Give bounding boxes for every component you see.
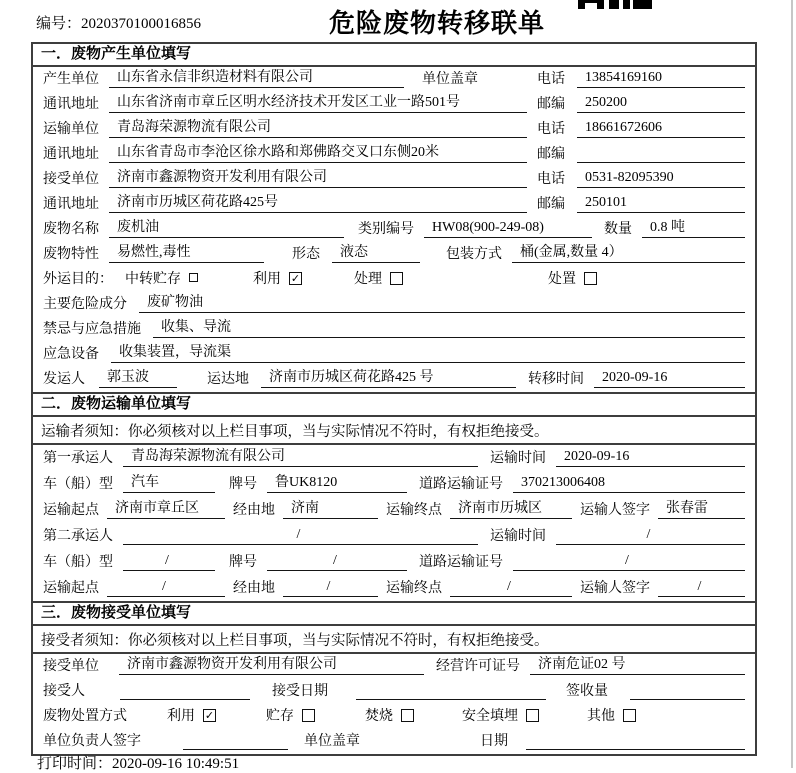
consignor-label: 发运人 — [43, 372, 85, 387]
row-purpose — [33, 267, 755, 292]
transfer-storage-label: 中转贮存 — [125, 272, 181, 287]
row-emergency-equipment — [33, 342, 755, 367]
producer-value: 山东省永信非织造材料有限公司 — [109, 66, 404, 88]
disposal-option-reuse — [167, 705, 216, 725]
transporter-label: 运输单位 — [43, 122, 99, 137]
accept-unit-value: 济南市鑫源物资开发利用有限公司 — [119, 653, 424, 675]
disposal-incineration-label: 焚烧 — [365, 709, 393, 724]
disposal-storage-checkbox-icon — [302, 709, 315, 722]
disposal-option-landfill — [462, 705, 539, 725]
equipment-value: 收集装置，导流渠 — [111, 341, 745, 363]
destination-value: 济南市历城区荷花路425 号 — [261, 366, 516, 388]
vehicle2-label: 车（船）型 — [43, 555, 113, 570]
sign1-value: 张春雷 — [658, 497, 745, 519]
date-value — [526, 748, 745, 750]
row-route1 — [33, 497, 755, 523]
disposal-landfill-label: 安全填埋 — [462, 709, 518, 724]
received-qty-label: 签收量 — [566, 684, 608, 699]
origin2-label: 运输起点 — [43, 581, 99, 596]
form-label: 形态 — [292, 247, 320, 262]
manifest-form — [31, 42, 757, 756]
carrier2-value: / — [123, 527, 478, 545]
phone3-label: 电话 — [537, 172, 565, 187]
row-vehicle1 — [33, 471, 755, 497]
plate1-value: 鲁UK8120 — [267, 471, 407, 493]
row-emergency-measures — [33, 317, 755, 342]
unit-seal-label: 单位盖章 — [422, 72, 478, 87]
hazard-value: 废矿物油 — [139, 291, 745, 313]
transfer-time-label: 转移时间 — [528, 372, 584, 387]
row-acceptor — [33, 679, 755, 704]
row-manager-signature — [33, 729, 755, 754]
consignor-value: 郭玉波 — [99, 366, 177, 388]
waste-name-value: 废机油 — [109, 216, 344, 238]
character-value: 易燃性,毒性 — [109, 241, 264, 263]
manager-sign-value — [183, 748, 288, 750]
sign2-label: 运输人签字 — [580, 581, 650, 596]
zip1-value: 250200 — [577, 95, 745, 113]
transfer-storage-checkbox-icon — [189, 273, 198, 282]
row-carrier1 — [33, 445, 755, 471]
destination-label: 运达地 — [207, 372, 249, 387]
time2-label: 运输时间 — [490, 529, 546, 544]
row-producer-address — [33, 92, 755, 117]
producer-label: 产生单位 — [43, 72, 99, 87]
license-value: 济南危证02 号 — [530, 653, 745, 675]
disposal-reuse-label: 利用 — [167, 709, 195, 724]
vehicle2-value: / — [123, 553, 215, 571]
document-header — [0, 0, 796, 42]
via1-value: 济南 — [283, 497, 378, 519]
row-transporter — [33, 117, 755, 142]
row-waste-character — [33, 242, 755, 267]
date-label: 日期 — [480, 734, 508, 749]
phone1-value: 13854169160 — [577, 70, 745, 88]
row-accept-unit — [33, 654, 755, 679]
time2-value: / — [556, 527, 745, 545]
carrier1-value: 青岛海荣源物流有限公司 — [123, 445, 478, 467]
origin2-value: / — [107, 579, 225, 597]
row-carrier2 — [33, 523, 755, 549]
row-receiver-address — [33, 192, 755, 217]
time1-value: 2020-09-16 — [556, 449, 745, 467]
treatment-checkbox-icon — [390, 272, 403, 285]
purpose-option-reuse — [253, 268, 302, 288]
plate2-value: / — [267, 553, 407, 571]
serial-label: 编号： — [36, 16, 82, 32]
via1-label: 经由地 — [233, 503, 275, 518]
disposal-method-label: 废物处置方式 — [43, 709, 127, 724]
page-edge-line — [791, 0, 793, 768]
permit1-label: 道路运输证号 — [419, 477, 503, 492]
treatment-label: 处理 — [354, 272, 382, 287]
row-vehicle2 — [33, 549, 755, 575]
serial-value: 2020370100016856 — [81, 16, 202, 32]
hazard-label: 主要危险成分 — [43, 297, 127, 312]
print-time-value: 2020-09-16 10:49:51 — [112, 756, 240, 772]
disposal-incineration-checkbox-icon — [401, 709, 414, 722]
emergency-label: 禁忌与应急措施 — [43, 322, 141, 337]
purpose-option-treatment — [354, 268, 403, 288]
time1-label: 运输时间 — [490, 451, 546, 466]
section1-title: 一．废物产生单位填写 — [33, 44, 755, 67]
manager-sign-label: 单位负责人签字 — [43, 734, 141, 749]
addr2-value: 山东省青岛市李沧区徐水路和郑佛路交叉口东侧20米 — [109, 141, 527, 163]
addr3-label: 通讯地址 — [43, 197, 99, 212]
transfer-time-value: 2020-09-16 — [594, 370, 745, 388]
row-receiver — [33, 167, 755, 192]
section3-title: 三．废物接受单位填写 — [33, 601, 755, 626]
character-label: 废物特性 — [43, 247, 99, 262]
origin1-label: 运输起点 — [43, 503, 99, 518]
zip3-label: 邮编 — [537, 197, 565, 212]
packing-value: 桶(金属,数量 4） — [512, 241, 745, 263]
phone2-value: 18661672606 — [577, 120, 745, 138]
addr3-value: 济南市历城区荷花路425号 — [109, 191, 527, 213]
vehicle1-label: 车（船）型 — [43, 477, 113, 492]
print-time-label: 打印时间： — [37, 756, 113, 772]
row-route2 — [33, 575, 755, 601]
accept-unit-label: 接受单位 — [43, 659, 99, 674]
row-consignor — [33, 367, 755, 392]
dest1-label: 运输终点 — [386, 503, 442, 518]
disposal-other-label: 其他 — [587, 709, 615, 724]
purpose-option-transfer-storage — [125, 268, 198, 288]
section2-title: 二．废物运输单位填写 — [33, 392, 755, 417]
dest1-value: 济南市历城区 — [450, 497, 572, 519]
plate2-label: 牌号 — [229, 555, 257, 570]
carrier1-label: 第一承运人 — [43, 451, 113, 466]
permit2-value: / — [513, 553, 745, 571]
quantity-value: 0.8 吨 — [642, 216, 745, 238]
vehicle1-value: 汽车 — [123, 471, 215, 493]
disposal-storage-label: 贮存 — [266, 709, 294, 724]
zip2-label: 邮编 — [537, 147, 565, 162]
via2-label: 经由地 — [233, 581, 275, 596]
phone3-value: 0531-82095390 — [577, 170, 745, 188]
origin1-value: 济南市章丘区 — [107, 497, 225, 519]
addr2-label: 通讯地址 — [43, 147, 99, 162]
disposal-landfill-checkbox-icon — [526, 709, 539, 722]
permit2-label: 道路运输证号 — [419, 555, 503, 570]
acceptor-label: 接受人 — [43, 684, 85, 699]
dest2-label: 运输终点 — [386, 581, 442, 596]
print-time — [37, 752, 239, 773]
disposal-label: 处置 — [548, 272, 576, 287]
row-producer — [33, 67, 755, 92]
license-label: 经营许可证号 — [436, 659, 520, 674]
section3-notice: 接受者须知：你必须核对以上栏目事项，当与实际情况不符时，有权拒绝接受。 — [33, 626, 755, 654]
category-value: HW08(900-249-08) — [424, 220, 592, 238]
disposal-other-checkbox-icon — [623, 709, 636, 722]
disposal-option-incineration — [365, 705, 414, 725]
plate1-label: 牌号 — [229, 477, 257, 492]
accept-date-value — [356, 698, 546, 700]
sign2-value: / — [658, 579, 745, 597]
dest2-value: / — [450, 579, 572, 597]
permit1-value: 370213006408 — [513, 475, 745, 493]
addr1-label: 通讯地址 — [43, 97, 99, 112]
packing-label: 包装方式 — [446, 247, 502, 262]
section2-notice: 运输者须知：你必须核对以上栏目事项，当与实际情况不符时，有权拒绝接受。 — [33, 417, 755, 445]
quantity-label: 数量 — [604, 222, 632, 237]
transporter-value: 青岛海荣源物流有限公司 — [109, 116, 527, 138]
form-value: 液态 — [332, 241, 420, 263]
emergency-value: 收集、导流 — [153, 316, 745, 338]
carrier2-label: 第二承运人 — [43, 529, 113, 544]
row-transporter-address — [33, 142, 755, 167]
disposal-reuse-checkbox-icon: ✓ — [204, 708, 215, 722]
row-waste-name — [33, 217, 755, 242]
row-hazard-component — [33, 292, 755, 317]
unit-seal2-label: 单位盖章 — [304, 734, 360, 749]
phone1-label: 电话 — [537, 72, 565, 87]
receiver-label: 接受单位 — [43, 172, 99, 187]
zip2-value — [577, 161, 745, 163]
phone2-label: 电话 — [537, 122, 565, 137]
waste-name-label: 废物名称 — [43, 222, 99, 237]
disposal-option-storage — [266, 705, 315, 725]
reuse-label: 利用 — [253, 272, 281, 287]
disposal-option-other — [587, 705, 636, 725]
reuse-checkbox-icon: ✓ — [290, 271, 301, 285]
page-title: 危险废物转移联单 — [328, 9, 545, 38]
zip3-value: 250101 — [577, 195, 745, 213]
zip1-label: 邮编 — [537, 97, 565, 112]
purpose-option-disposal — [548, 268, 597, 288]
purpose-label: 外运目的： — [43, 272, 113, 287]
received-qty-value — [630, 698, 745, 700]
receiver-value: 济南市鑫源物资开发利用有限公司 — [109, 166, 527, 188]
equipment-label: 应急设备 — [43, 347, 99, 362]
addr1-value: 山东省济南市章丘区明水经济技术开发区工业一路501号 — [109, 91, 527, 113]
category-label: 类别编号 — [358, 222, 414, 237]
via2-value: / — [283, 579, 378, 597]
sign1-label: 运输人签字 — [580, 503, 650, 518]
row-disposal-method — [33, 704, 755, 729]
disposal-checkbox-icon — [584, 272, 597, 285]
acceptor-value — [120, 698, 250, 700]
accept-date-label: 接受日期 — [272, 684, 328, 699]
